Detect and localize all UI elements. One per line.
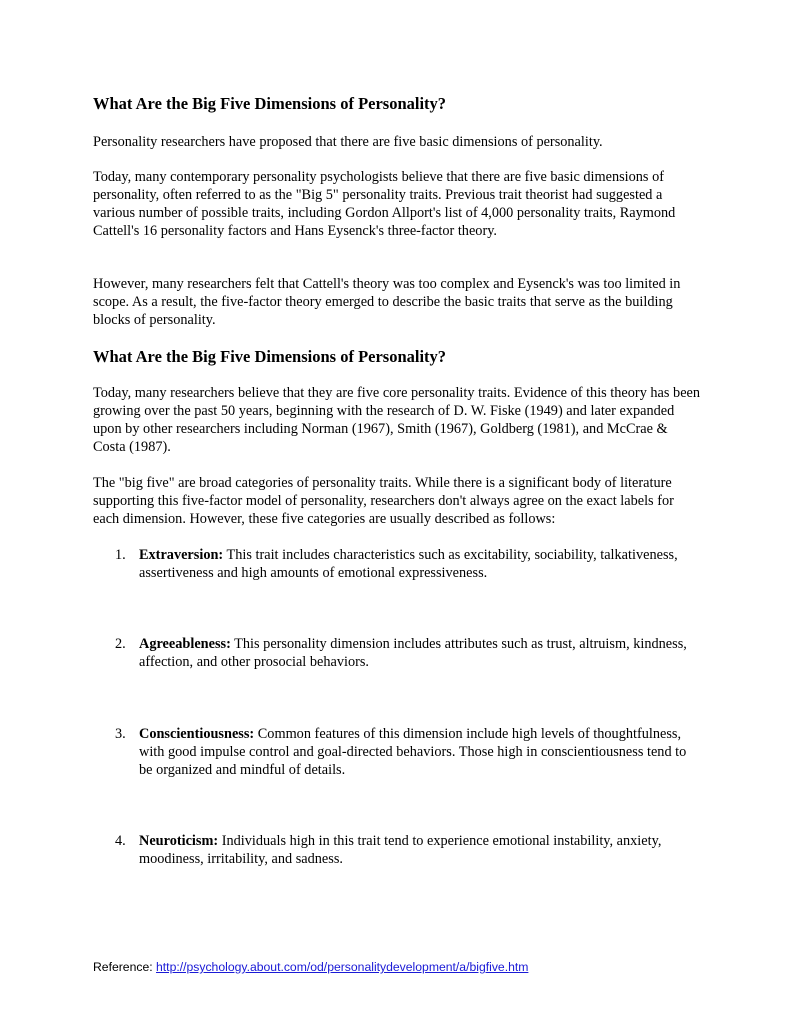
list-number: 1. [115,547,126,563]
list-item-text [139,635,694,671]
paragraph-five-factor-emergence: However, many researchers felt that Cattell's theory was too complex and Eysenck's was too limited in scope. As a result, the five-factor theory emerged to describe the basic traits that serve as the building blocks of personality. [93,276,681,329]
trait-description: This trait includes characteristics such as excitability, sociability, talkativeness, assertiveness and high amounts of emotional expressiveness. [139,547,678,582]
section-heading: What Are the Big Five Dimensions of Personality? [93,94,447,113]
reference-line [93,959,528,975]
list-number: 2. [115,636,126,652]
reference-link[interactable]: http://psychology.about.com/od/personalitydevelopment/a/bigfive.htm [156,960,529,974]
trait-description: This personality dimension includes attributes such as trust, altruism, kindness, affection, and other prosocial behaviors. [139,636,687,671]
trait-term: Extraversion: [139,547,224,563]
trait-term: Conscientiousness: [139,726,255,742]
paragraph-big-five-overview: Today, many contemporary personality psychologists believe that there are five basic dimensions of personality, often referred to as the "Big 5" personality traits. Previous trait theorist had suggested a various number of possible traits, including Gordon Allport's list of 4,000 personality traits, Raymond Cattell's 16 personality factors and Hans Eysenck's three-factor theory. [93,169,676,240]
paragraph-categories: The "big five" are broad categories of personality traits. While there is a significant body of literature supporting this five-factor model of personality, researchers don't always agree on the exact labels for each dimension. However, these five categories are usually described as follows: [93,475,674,528]
list-item-text [139,546,694,582]
trait-description: Common features of this dimension include high levels of thoughtfulness, with good impulse control and goal-directed behaviors. Those high in conscientiousness tend to be organized and mindful of details. [139,726,687,779]
list-number: 4. [115,833,126,849]
reference-label: Reference: [93,960,157,974]
intro-paragraph: Personality researchers have proposed that there are five basic dimensions of personality. [93,134,603,150]
trait-description: Individuals high in this trait tend to experience emotional instability, anxiety, moodiness, irritability, and sadness. [139,833,662,868]
list-number: 3. [115,726,126,742]
list-item-text [139,725,694,779]
section-heading: What Are the Big Five Dimensions of Personality? [93,347,447,366]
paragraph-research-history: Today, many researchers believe that they are five core personality traits. Evidence of this theory has been growing over the past 50 years, beginning with the research of D. W. Fiske (1949) and later expanded upon by other researchers including Norman (1967), Smith (1967), Goldberg (1981), and McCrae & Costa (1987). [93,385,701,456]
trait-term: Neuroticism: [139,833,219,849]
list-item-text [139,832,694,868]
trait-term: Agreeableness: [139,636,231,652]
